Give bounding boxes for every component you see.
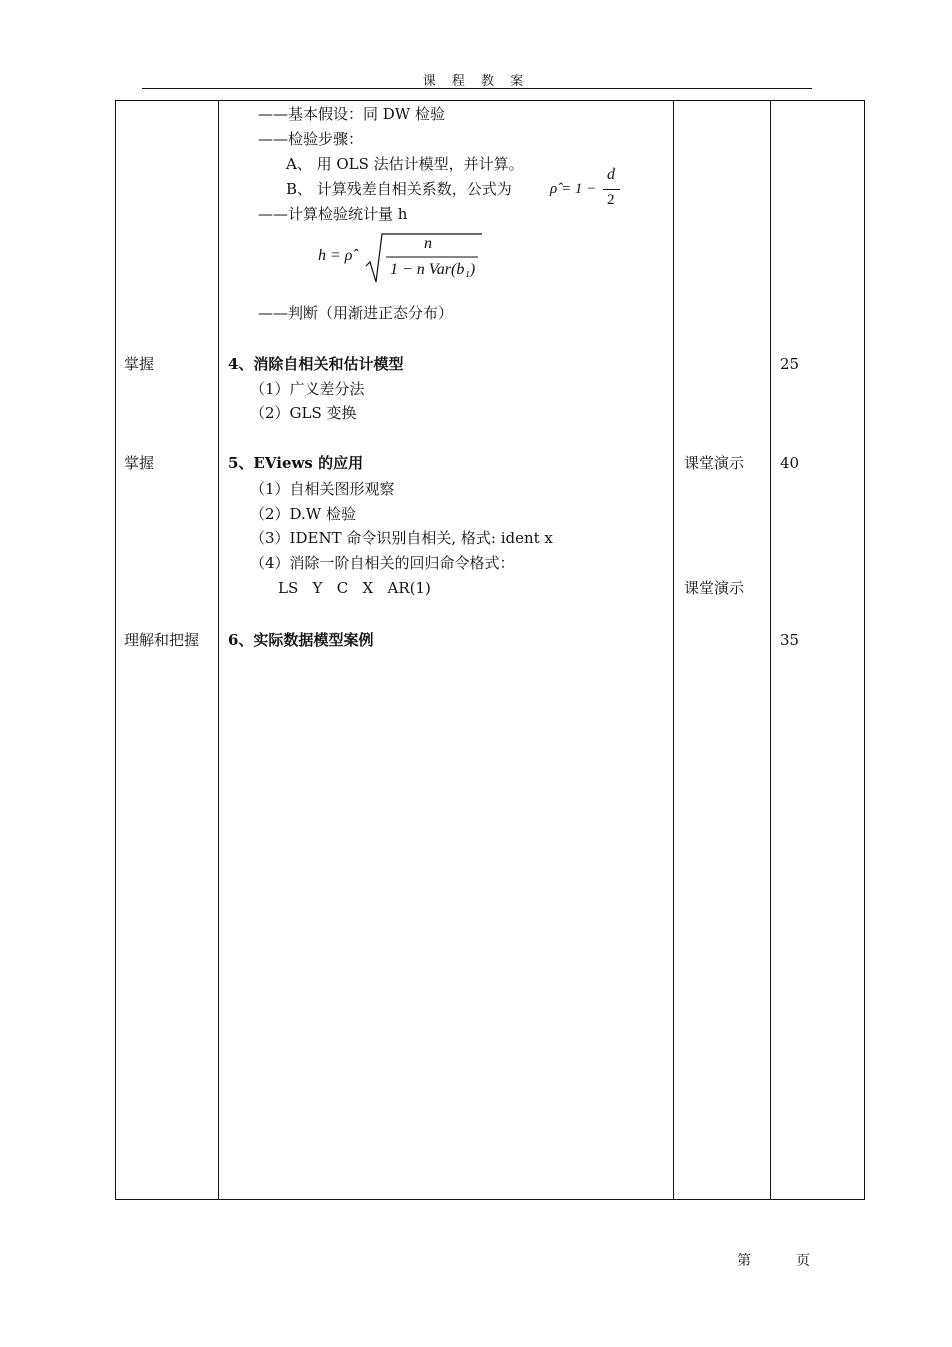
column-divider-1 — [218, 100, 219, 1200]
requirement-row6: 理解和把握 — [124, 631, 200, 649]
row5-item-1: （1）自相关图形观察 — [250, 480, 395, 498]
lesson-table — [115, 100, 865, 1200]
row5-item-2: （2）D.W 检验 — [250, 505, 356, 523]
teaching-method-row5: 课堂演示 — [684, 454, 745, 472]
column-divider-3 — [770, 100, 771, 1200]
minutes-row4: 25 — [780, 355, 800, 373]
formula-h — [318, 228, 488, 288]
row4-item-2: （2）GLS 变换 — [250, 404, 357, 422]
formula-h-lhs: h = ρ̂ — [318, 247, 353, 264]
requirement-row5: 掌握 — [124, 454, 155, 472]
assumption-line: ——基本假设：同 DW 检验 — [258, 105, 445, 123]
row5-item-4: （4）消除一阶自相关的回归命令格式： — [250, 554, 515, 572]
section-title-6: 6、实际数据模型案例 — [228, 631, 374, 649]
footer-page-suffix: 页 — [796, 1253, 810, 1269]
judge-line: ——判断（用渐进正态分布） — [258, 304, 454, 322]
step-b: B、 计算残差自相关系数，公式为 — [286, 180, 512, 198]
minutes-row5: 40 — [780, 454, 800, 472]
statistic-heading: ——计算检验统计量 h — [258, 205, 408, 223]
formula-h-denominator: 1 − n Var(b₁) — [390, 261, 476, 278]
row5-item-3: （3）IDENT 命令识别自相关, 格式: ident x — [250, 529, 553, 547]
formula-rho-numerator: d — [607, 166, 615, 183]
section-title-4: 4、消除自相关和估计模型 — [228, 355, 404, 373]
formula-rho-denominator: 2 — [607, 192, 615, 208]
requirement-row4: 掌握 — [124, 355, 155, 373]
formula-rho — [550, 165, 630, 215]
steps-heading: ——检验步骤： — [258, 130, 364, 148]
section-title-5: 5、EViews 的应用 — [228, 454, 364, 472]
step-a: A、 用 OLS 法估计模型，并计算。 — [286, 155, 524, 173]
column-divider-2 — [673, 100, 674, 1200]
formula-h-numerator: n — [424, 235, 432, 252]
formula-rho-lhs: ρ̂ = 1 − — [550, 181, 597, 197]
minutes-row6: 35 — [780, 631, 800, 649]
row4-item-1: （1）广义差分法 — [250, 380, 365, 398]
teaching-method-row5-demo: 课堂演示 — [684, 579, 745, 597]
footer-page-prefix: 第 — [737, 1253, 751, 1269]
row5-command: LS Y C X AR(1) — [278, 579, 431, 597]
page-header-title: 课 程 教 案 — [422, 74, 530, 89]
header-rule — [142, 88, 812, 89]
